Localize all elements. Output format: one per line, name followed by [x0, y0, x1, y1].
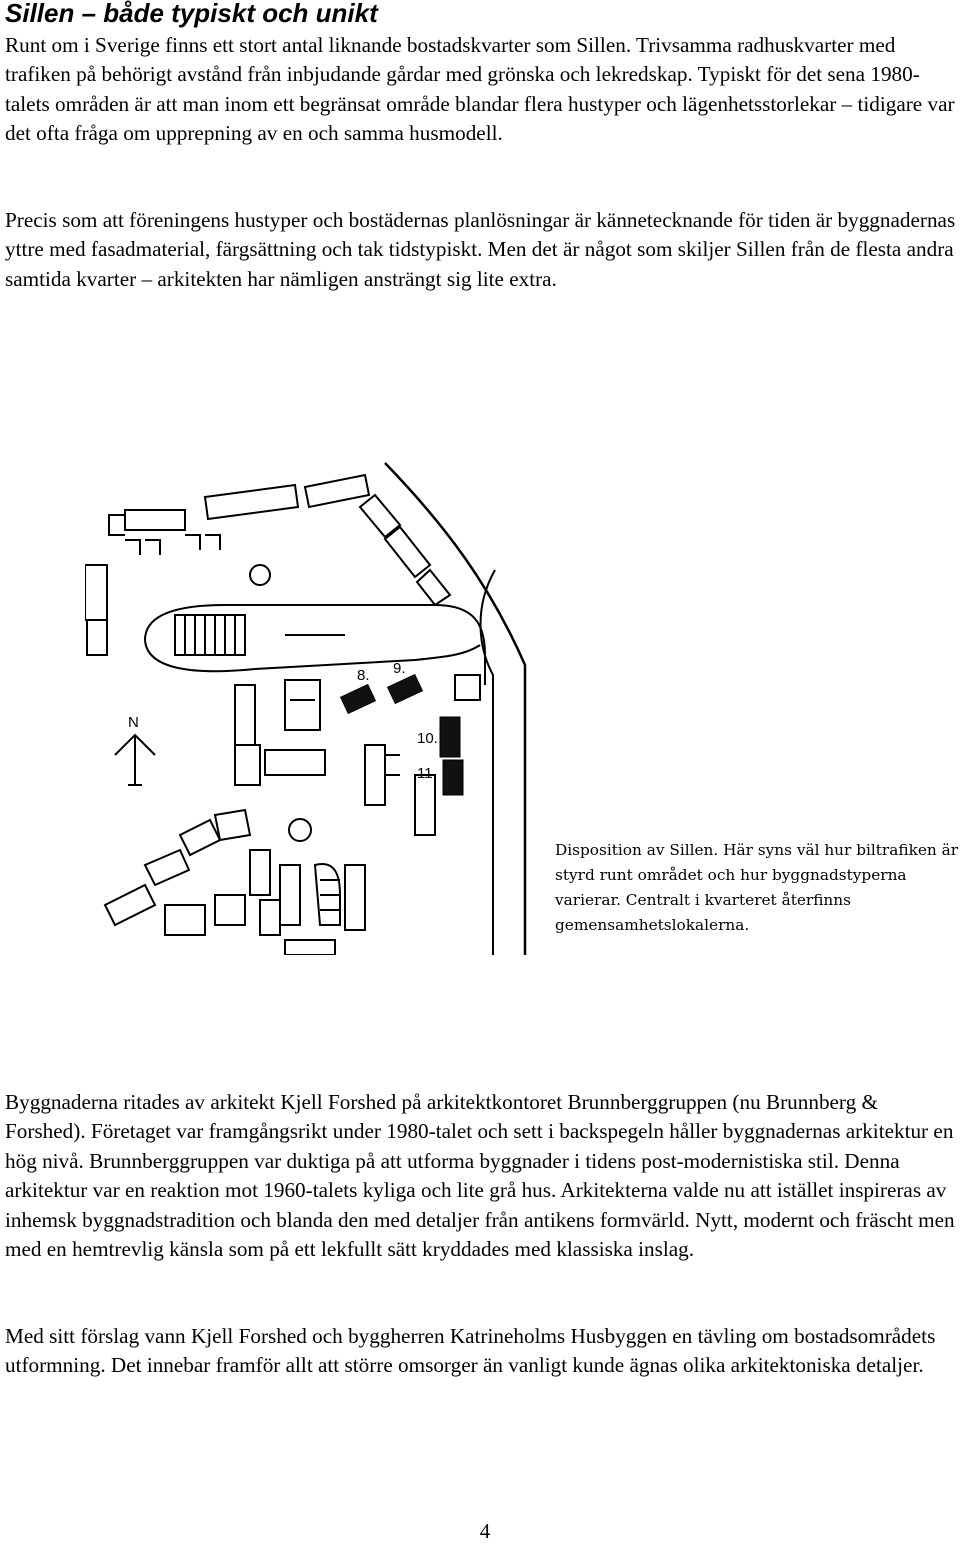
page-number: 4 [479, 1519, 491, 1543]
building-label-9: 9. [393, 660, 406, 677]
building-label-10: 10. [417, 730, 438, 747]
page-title: Sillen – både typiskt och unikt [5, 0, 378, 28]
figure-caption: Disposition av Sillen. Här syns väl hur biltrafiken är styrd runt området och hur byggnadstyperna varierar. Centralt i kvarteret återfinns gemensamhetslokalerna. [555, 841, 959, 934]
site-plan-figure [85, 455, 545, 955]
intro-paragraph: Runt om i Sverige finns ett stort antal liknande bostadskvarter som Sillen. Trivsamma radhuskvarter med trafiken på behörigt avstånd från inbjudande gårdar med grönska och lekredskap. Typiskt för det sena 1980-talets områden är att man inom ett begränsat område blandar flera hustyper och lägenhetsstorlekar – tidigare var det ofta fråga om upprepning av en och samma husmodell. [5, 33, 955, 146]
body-paragraph-competition: Med sitt förslag vann Kjell Forshed och byggherren Katrineholms Husbyggen en tävling om bostadsområdets utformning. Det innebar framför allt att större omsorger än vanligt kunde ägnas olika arkitektoniska detaljer. [5, 1324, 936, 1378]
site-plan-drawing [85, 455, 545, 955]
building-label-8: 8. [357, 667, 370, 684]
body-paragraph-facades: Precis som att föreningens hustyper och bostädernas planlösningar är kännetecknande för tiden är byggnadernas yttre med fasadmaterial, färgsättning och tak tidstypiskt. Men det är något som skiljer Sillen från de flesta andra samtida kvarter – arkitekten har nämligen ansträngt sig lite extra. [5, 208, 956, 291]
north-label: N [128, 714, 139, 731]
building-label-11: 11. [417, 765, 437, 782]
body-paragraph-architect: Byggnaderna ritades av arkitekt Kjell Forshed på arkitektkontoret Brunnberggruppen (nu Brunnberg & Forshed). Företaget var framgångsrikt under 1980-talet och sett i backspegeln håller byggnadernas arkitektur en hög nivå. Brunnberggruppen var duktiga på att utforma byggnader i tidens post-modernistiska stil. Denna arkitektur var en reaktion mot 1960-talets kyliga och lite grå hus. Arkitekterna valde nu att istället inspireras av inhemsk byggnadstradition och blanda den med detaljer från antikens formvärld. Nytt, modernt och fräscht men med en hemtrevlig känsla som på ett lekfullt sätt kryddades med klassiska inslag. [5, 1090, 955, 1262]
north-arrow-icon [115, 735, 155, 785]
